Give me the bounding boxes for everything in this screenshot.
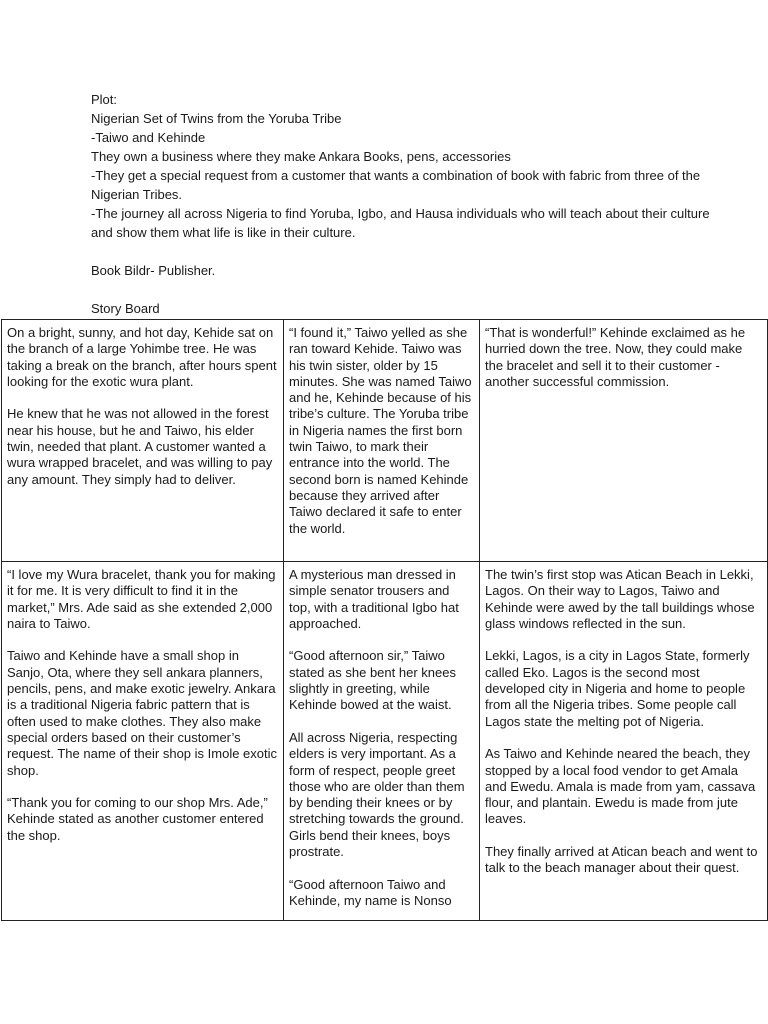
cell-paragraph: A mysterious man dressed in simple senator trousers and top, with a traditional Igbo hat approached. [289, 567, 459, 631]
plot-header [91, 90, 714, 318]
cell-paragraph: Lekki, Lagos, is a city in Lagos State, formerly called Eko. Lagos is the second most developed city in Nigeria and home to people from all the Nigeria tribes. Some people call Lagos state the melting pot of Nigeria. [485, 648, 750, 729]
spacer [91, 242, 711, 261]
plot-line-twins: Nigerian Set of Twins from the Yoruba Tribe [91, 111, 342, 126]
plot-line-business: They own a business where they make Ankara Books, pens, accessories [91, 149, 511, 164]
storyboard-label: Story Board [91, 301, 160, 316]
cell-paragraph: On a bright, sunny, and hot day, Kehide sat on the branch of a large Yohimbe tree. He was taking a break on the branch, after hours spent looking for the exotic wura plant. [7, 325, 277, 389]
plot-line-request: -They get a special request from a customer that wants a combination of book with fabric from three of the Nigerian Tribes. [91, 168, 704, 202]
storyboard-cell [480, 562, 768, 921]
cell-paragraph: “Thank you for coming to our shop Mrs. Ade,” Kehinde stated as another customer entered the shop. [7, 795, 268, 843]
spacer [91, 280, 711, 299]
cell-paragraph: All across Nigeria, respecting elders is very important. As a form of respect, people greet those who are older than them by bending their knees or by stretching towards the ground. Girls bend their knees, boys prostrate. [289, 729, 465, 860]
cell-paragraph: The twin’s first stop was Atican Beach in Lekki, Lagos. On their way to Lagos, Taiwo and Kehinde were awed by the tall buildings whose glass windows reflected in the sun. [485, 567, 755, 631]
cell-paragraph: “I found it,” Taiwo yelled as she ran toward Kehide. Taiwo was his twin sister, older by 15 minutes. She was named Taiwo and he, Kehinde because of his tribe’s culture. The Yoruba tribe in Nigeria names the first born twin Taiwo, to mark their entrance into the world. The second born is named Kehinde because they arrived after Taiwo declared it safe to enter the world. [289, 325, 472, 536]
cell-paragraph: “That is wonderful!” Kehinde exclaimed as he hurried down the tree. Now, they could make the bracelet and sell it to their customer - another successful commission. [485, 325, 746, 389]
cell-paragraph: He knew that he was not allowed in the forest near his house, but he and Taiwo, his elder twin, needed that plant. A customer wanted a wura wrapped bracelet, and was willing to pay any amount. They simply had to deliver. [7, 406, 273, 487]
cell-paragraph: “Good afternoon Taiwo and Kehinde, my name is Nonso [289, 876, 452, 908]
cell-paragraph: Taiwo and Kehinde have a small shop in Sanjo, Ota, where they sell ankara planners, pencils, pens, and make exotic jewelry. Ankara is a traditional Nigeria fabric pattern that is often used to make clothes. They also make special orders based on their customer’s request. The name of their shop is Imole exotic shop. [7, 648, 278, 778]
storyboard-cell [480, 320, 768, 562]
publisher-line: Book Bildr- Publisher. [91, 263, 216, 278]
storyboard-row [2, 562, 768, 921]
cell-paragraph: As Taiwo and Kehinde neared the beach, they stopped by a local food vendor to get Amala and Ewedu. Amala is made from yam, cassava flour, and plantain. Ewedu is made from jute leaves. [485, 746, 756, 827]
plot-line-journey: -The journey all across Nigeria to find Yoruba, Igbo, and Hausa individuals who will teach about their culture and show them what life is like in their culture. [91, 206, 714, 240]
storyboard-cell [284, 562, 480, 921]
storyboard-cell [2, 562, 284, 921]
storyboard-cell [284, 320, 480, 562]
storyboard-cell [2, 320, 284, 562]
storyboard-table [1, 319, 768, 921]
plot-label: Plot: [91, 92, 118, 107]
cell-paragraph: “Good afternoon sir,” Taiwo stated as she bent her knees slightly in greeting, while Kehinde bowed at the waist. [289, 648, 456, 713]
cell-paragraph: They finally arrived at Atican beach and went to talk to the beach manager about their quest. [485, 844, 758, 876]
storyboard-row [2, 320, 768, 562]
cell-paragraph: “I love my Wura bracelet, thank you for making it for me. It is very difficult to find it in the market,” Mrs. Ade said as she extended 2,000 naira to Taiwo. [7, 567, 276, 631]
plot-line-names: -Taiwo and Kehinde [91, 130, 206, 145]
